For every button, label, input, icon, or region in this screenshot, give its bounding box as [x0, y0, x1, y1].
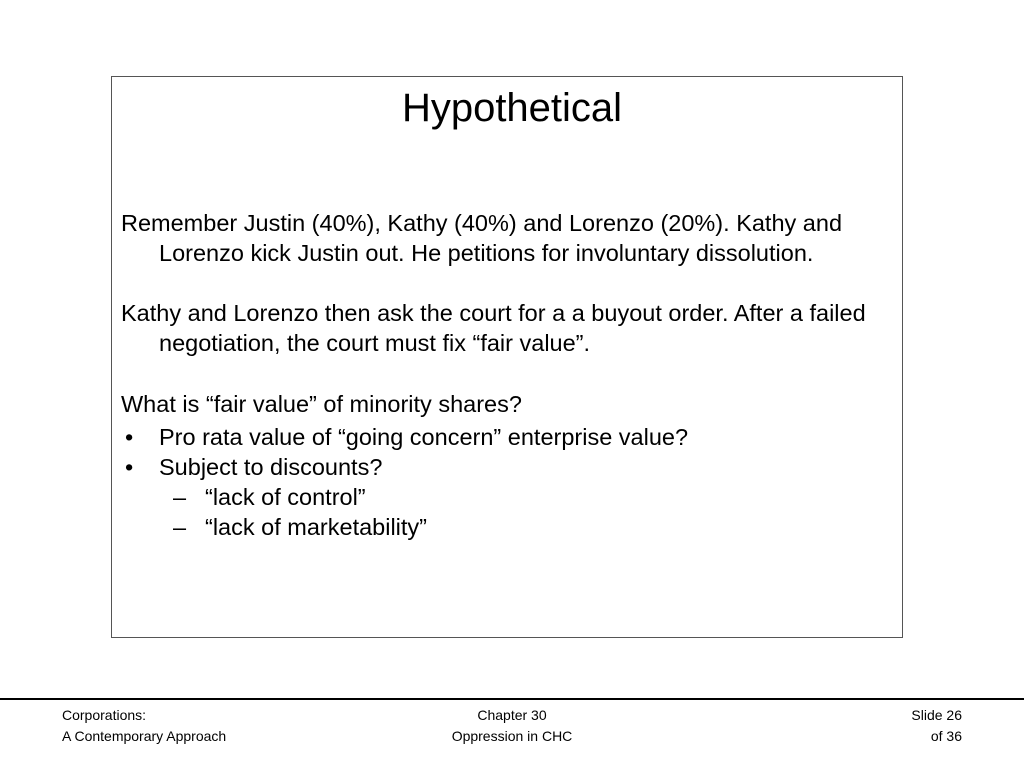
bullet-item [121, 422, 891, 452]
paragraph-buyout-order: Kathy and Lorenzo then ask the court for a a buyout order. After a failed negotiation, the court must fix “fair value”. [121, 300, 866, 356]
footer-chapter-number: Chapter 30 [477, 707, 547, 723]
footer-chapter [0, 705, 1024, 747]
sub-bullet-item [121, 482, 891, 512]
bullet-item [121, 452, 891, 482]
footer-slide-counter [911, 705, 962, 747]
bullet-text: Pro rata value of “going concern” enterprise value? [159, 424, 689, 450]
footer-book-line1: Corporations: [62, 707, 147, 723]
footer-book-line2: A Contemporary Approach [62, 728, 227, 744]
footer-divider [0, 698, 1024, 700]
footer-slide-number: Slide 26 [911, 707, 962, 723]
bullet-icon: • [125, 454, 134, 480]
footer-chapter-title: Oppression in CHC [451, 728, 573, 744]
bullet-icon: • [125, 424, 134, 450]
bullet-text: Subject to discounts? [159, 454, 383, 480]
dash-icon: – [173, 484, 187, 510]
slide-body [121, 208, 891, 542]
footer-slide-total: of 36 [930, 728, 962, 744]
sub-bullet-text: “lack of marketability” [205, 514, 427, 540]
dash-icon: – [173, 514, 187, 540]
sub-bullet-text: “lack of control” [205, 484, 366, 510]
sub-bullet-item [121, 512, 891, 542]
paragraph-hypothetical-setup: Remember Justin (40%), Kathy (40%) and Lorenzo (20%). Kathy and Lorenzo kick Justin out. He petitions for involuntary dissolution. [121, 210, 843, 266]
question-fair-value: What is “fair value” of minority shares? [121, 391, 522, 417]
slide-title: Hypothetical [401, 86, 623, 130]
